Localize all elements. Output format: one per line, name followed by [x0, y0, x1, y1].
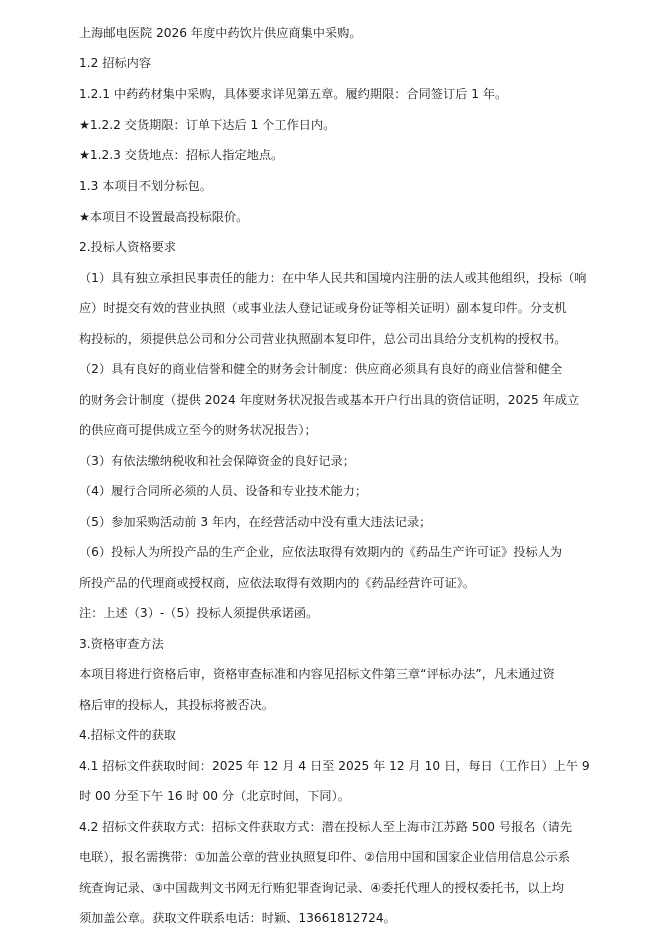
- text-line-req-1b: 应）时提交有效的营业执照（或事业法人登记证或身份证等相关证明）副本复印件。分支机: [79, 301, 567, 315]
- text-line-1-2-2: ★1.2.2 交货期限：订单下达后 1 个工作日内。: [79, 118, 336, 132]
- text-line-review-a: 本项目将进行资格后审，资格审查标准和内容见招标文件第三章“评标办法”，凡未通过资: [79, 667, 555, 681]
- text-line-req-1a: （1）具有独立承担民事责任的能力：在中华人民共和国境内注册的法人或其他组织，投标（响: [79, 271, 587, 285]
- heading-3: 3.资格审查方法: [79, 637, 164, 651]
- text-line-req-6a: （6）投标人为所投产品的生产企业，应依法取得有效期内的《药品生产许可证》投标人为: [79, 545, 563, 559]
- text-line-4-2c: 统查询记录、③中国裁判文书网无行贿犯罪查询记录、④委托代理人的授权委托书，以上均: [79, 881, 564, 895]
- text-line-intro: 上海邮电医院 2026 年度中药饮片供应商集中采购。: [79, 26, 362, 40]
- text-line-1-3: 1.3 本项目不划分标包。: [79, 179, 212, 193]
- text-line-no-price-cap: ★本项目不设置最高投标限价。: [79, 210, 249, 224]
- text-line-4-2d: 须加盖公章。获取文件联系电话：时颖、13661812724。: [79, 911, 396, 925]
- text-line-req-6b: 所投产品的代理商或授权商，应依法取得有效期内的《药品经营许可证》。: [79, 576, 476, 590]
- text-line-req-2b: 的财务会计制度（提供 2024 年度财务状况报告或基本开户行出具的资信证明，2025 年成立: [79, 393, 580, 407]
- text-line-req-5: （5）参加采购活动前 3 年内，在经营活动中没有重大违法记录；: [79, 515, 432, 529]
- text-line-req-4: （4）履行合同所必须的人员、设备和专业技术能力；: [79, 484, 368, 498]
- text-line-1-2-1: 1.2.1 中药药材集中采购，具体要求详见第五章。履约期限：合同签订后 1 年。: [79, 87, 508, 101]
- heading-1-2: 1.2 招标内容: [79, 56, 152, 70]
- text-line-4-2b: 电联），报名需携带：①加盖公章的营业执照复印件、②信用中国和国家企业信用信息公示系: [79, 850, 571, 864]
- text-line-req-3: （3）有依法缴纳税收和社会保障资金的良好记录；: [79, 454, 355, 468]
- text-line-4-1b: 时 00 分至下午 16 时 00 分（北京时间，下同）。: [79, 789, 350, 803]
- text-line-req-2c: 的供应商可提供成立至今的财务状况报告）；: [79, 423, 317, 437]
- text-line-4-1a: 4.1 招标文件获取时间：2025 年 12 月 4 日至 2025 年 12 月 10 日，每日（工作日）上午 9: [79, 759, 590, 773]
- heading-4: 4.招标文件的获取: [79, 728, 176, 742]
- text-line-req-1c: 构投标的，须提供总公司和分公司营业执照副本复印件，总公司出具给分支机构的授权书。: [79, 332, 567, 346]
- text-line-1-2-3: ★1.2.3 交货地点：招标人指定地点。: [79, 148, 284, 162]
- heading-2: 2.投标人资格要求: [79, 240, 176, 254]
- text-line-review-b: 格后审的投标人，其投标将被否决。: [79, 698, 274, 712]
- text-line-4-2a: 4.2 招标文件获取方式：招标文件获取方式：潜在投标人至上海市江苏路 500 号报名（请先: [79, 820, 573, 834]
- text-line-note: 注：上述（3）-（5）投标人须提供承诺函。: [79, 606, 319, 620]
- text-line-req-2a: （2）具有良好的商业信誉和健全的财务会计制度：供应商必须具有良好的商业信誉和健全: [79, 362, 563, 376]
